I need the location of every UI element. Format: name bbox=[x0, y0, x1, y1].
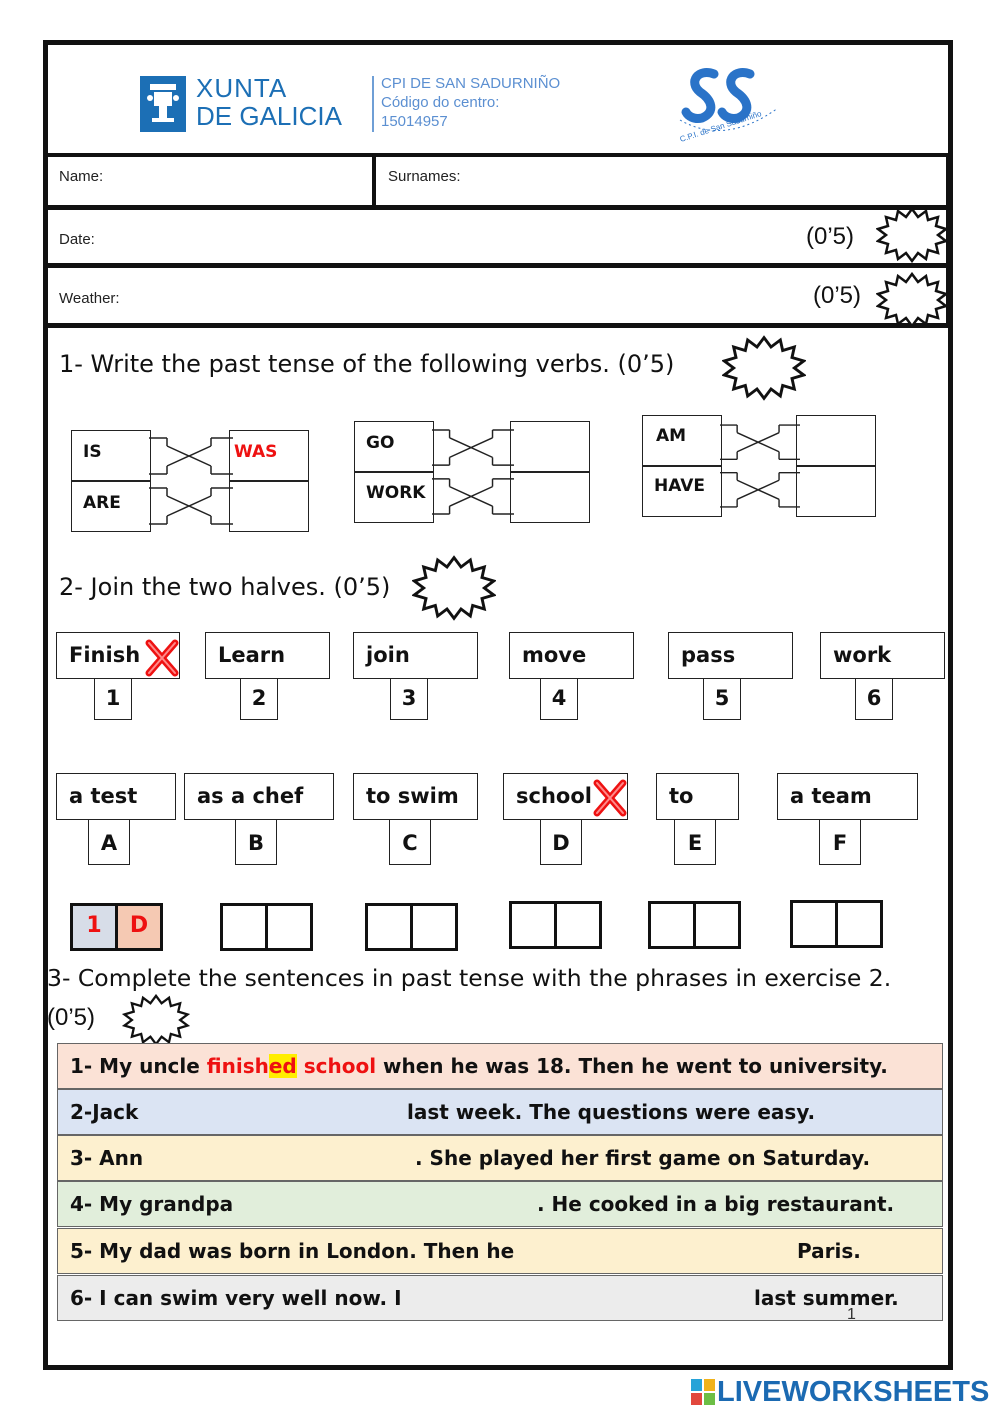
phrase-card[interactable]: a test bbox=[56, 773, 176, 820]
connector-arrows-icon bbox=[720, 415, 800, 517]
sentence-end: when he was 18. Then he went to university. bbox=[376, 1054, 888, 1078]
cross-mark-icon bbox=[592, 778, 628, 818]
sentence-row bbox=[57, 1089, 943, 1135]
verb-number: 3 bbox=[390, 678, 428, 720]
xunta-crest-icon bbox=[140, 76, 186, 132]
verb-card[interactable]: move bbox=[509, 632, 634, 679]
divider bbox=[43, 205, 953, 210]
weather-input[interactable] bbox=[140, 276, 800, 318]
school-emblem-text: C.P.I. de San Sadurniño bbox=[678, 109, 763, 144]
sentence-blank-input[interactable] bbox=[438, 1280, 748, 1316]
match-answer-letter[interactable] bbox=[268, 906, 310, 948]
school-name: CPI DE SAN SADURNIÑO bbox=[381, 75, 561, 92]
match-answer-number[interactable] bbox=[368, 906, 413, 948]
divider bbox=[372, 155, 376, 207]
score-starburst-icon bbox=[722, 335, 806, 401]
divider bbox=[43, 263, 953, 268]
answer-top-input[interactable] bbox=[515, 433, 585, 457]
answer-bottom-input[interactable] bbox=[234, 493, 304, 517]
match-answer-letter[interactable] bbox=[838, 903, 880, 945]
divider bbox=[510, 471, 590, 473]
phrase-letter: A bbox=[88, 819, 130, 865]
divider bbox=[71, 480, 151, 482]
match-answer-letter[interactable]: D bbox=[118, 906, 160, 948]
exercise1-title: 1- Write the past tense of the following verbs. (0’5) bbox=[59, 350, 675, 378]
sentence-blank-input[interactable] bbox=[248, 1186, 533, 1222]
sentence-start: 3- Ann bbox=[70, 1146, 144, 1170]
verb-top: AM bbox=[656, 426, 687, 446]
phrase-letter: C bbox=[389, 819, 431, 865]
school-code-label: Código do centro: bbox=[381, 94, 500, 111]
phrase-card[interactable]: a team bbox=[777, 773, 918, 820]
sentence-row bbox=[57, 1135, 943, 1181]
verb-bottom: WORK bbox=[366, 483, 426, 503]
match-answer-box[interactable] bbox=[509, 901, 602, 949]
weather-label: Weather: bbox=[59, 290, 120, 307]
liveworksheets-brand: LIVEWORKSHEETS bbox=[717, 1375, 990, 1408]
score-starburst-icon bbox=[118, 994, 194, 1046]
match-answer-number[interactable] bbox=[223, 906, 268, 948]
verb-number: 6 bbox=[855, 678, 893, 720]
phrase-card[interactable]: to swim bbox=[353, 773, 478, 820]
match-answer-number[interactable] bbox=[793, 903, 838, 945]
answer-bottom-input[interactable] bbox=[801, 476, 871, 500]
sentence-end: last summer. bbox=[754, 1286, 899, 1310]
score-starburst-icon bbox=[876, 272, 948, 328]
match-answer-number[interactable] bbox=[512, 904, 557, 946]
liveworksheets-logo-icon bbox=[691, 1379, 715, 1405]
verb-card[interactable]: Learn bbox=[205, 632, 330, 679]
sentence-end: . She played her first game on Saturday. bbox=[415, 1146, 871, 1170]
verb-top: IS bbox=[83, 442, 102, 462]
school-code: 15014957 bbox=[381, 113, 448, 130]
sentence-blank-input[interactable] bbox=[158, 1094, 398, 1130]
match-answer-box[interactable] bbox=[220, 903, 313, 951]
surnames-input[interactable] bbox=[475, 160, 940, 200]
verb-number: 1 bbox=[94, 678, 132, 720]
sentence-row bbox=[57, 1275, 943, 1321]
verb-bottom: HAVE bbox=[654, 476, 705, 496]
verb-group bbox=[71, 430, 309, 532]
match-answer-box[interactable] bbox=[648, 901, 741, 949]
verb-number: 4 bbox=[540, 678, 578, 720]
match-answer-box[interactable] bbox=[70, 903, 163, 951]
xunta-logo bbox=[140, 74, 370, 136]
divider bbox=[43, 153, 953, 157]
surnames-label: Surnames: bbox=[388, 168, 461, 185]
sentence-blank-input[interactable] bbox=[158, 1140, 413, 1176]
exercise3-title: 3- Complete the sentences in past tense with the phrases in exercise 2. bbox=[47, 964, 892, 992]
sentence-row bbox=[57, 1043, 943, 1089]
sentence-start: 5- My dad was born in London. Then he bbox=[70, 1239, 515, 1263]
phrase-letter: E bbox=[674, 819, 716, 865]
verb-top: GO bbox=[366, 433, 395, 453]
divider bbox=[354, 471, 434, 473]
verb-group bbox=[354, 421, 590, 523]
sentence-end: . He cooked in a big restaurant. bbox=[537, 1192, 895, 1216]
match-answer-letter[interactable] bbox=[413, 906, 455, 948]
sentence-blank-input[interactable] bbox=[543, 1233, 793, 1269]
filled-answer-suffix: ed bbox=[268, 1054, 297, 1078]
answer-bottom-input[interactable] bbox=[515, 483, 585, 507]
date-score: (0’5) bbox=[806, 223, 855, 250]
match-answer-box[interactable] bbox=[790, 900, 883, 948]
sentence-start: 2-Jack bbox=[70, 1100, 139, 1124]
sentence-start: 4- My grandpa bbox=[70, 1192, 234, 1216]
exercise3-score: (0’5) bbox=[47, 1004, 96, 1031]
school-emblem-icon bbox=[670, 62, 790, 142]
date-label: Date: bbox=[59, 231, 95, 248]
verb-card[interactable]: pass bbox=[668, 632, 793, 679]
name-label: Name: bbox=[59, 168, 104, 185]
xunta-logo-line2: DE GALICIA bbox=[196, 101, 342, 131]
verb-card[interactable]: work bbox=[820, 632, 945, 679]
cross-mark-icon bbox=[144, 638, 180, 678]
sentence-end: Paris. bbox=[797, 1239, 861, 1263]
sentence-start: 1- My uncle bbox=[70, 1054, 207, 1078]
page-number: 1 bbox=[847, 1306, 856, 1323]
sentence-end: last week. The questions were easy. bbox=[407, 1100, 816, 1124]
match-answer-box[interactable] bbox=[365, 903, 458, 951]
verb-group bbox=[642, 415, 876, 517]
phrase-card[interactable]: to bbox=[656, 773, 739, 820]
filled-answer-object: school bbox=[296, 1054, 377, 1078]
match-answer-letter[interactable] bbox=[696, 904, 738, 946]
match-answer-number[interactable] bbox=[651, 904, 696, 946]
answer-top-input[interactable] bbox=[801, 426, 871, 450]
xunta-logo-line1: XUNTA bbox=[196, 73, 288, 103]
connector-arrows-icon bbox=[149, 430, 233, 532]
date-input[interactable] bbox=[110, 216, 790, 258]
sentence-text bbox=[70, 1044, 888, 1088]
score-starburst-icon bbox=[412, 555, 496, 621]
verb-bottom: ARE bbox=[83, 493, 121, 513]
score-starburst-icon bbox=[876, 207, 948, 263]
filled-answer-verb: finish bbox=[206, 1054, 269, 1078]
divider bbox=[642, 465, 722, 467]
divider bbox=[229, 480, 309, 482]
sentence-row bbox=[57, 1181, 943, 1227]
weather-score: (0’5) bbox=[813, 282, 862, 309]
phrase-letter: B bbox=[235, 819, 277, 865]
name-input[interactable] bbox=[120, 160, 365, 200]
divider bbox=[796, 465, 876, 467]
verb-number: 2 bbox=[240, 678, 278, 720]
sentence-start: 6- I can swim very well now. I bbox=[70, 1286, 402, 1310]
verb-card[interactable]: Finish bbox=[56, 632, 180, 679]
school-info bbox=[381, 74, 560, 131]
match-answer-letter[interactable] bbox=[557, 904, 599, 946]
verb-card[interactable]: join bbox=[353, 632, 478, 679]
phrase-card[interactable]: as a chef bbox=[184, 773, 334, 820]
divider bbox=[43, 323, 953, 328]
connector-arrows-icon bbox=[432, 421, 514, 523]
exercise2-title: 2- Join the two halves. (0’5) bbox=[59, 573, 391, 601]
phrase-letter: F bbox=[819, 819, 861, 865]
logo-separator bbox=[372, 76, 374, 132]
match-answer-number[interactable]: 1 bbox=[73, 906, 118, 948]
phrase-letter: D bbox=[540, 819, 582, 865]
answer-top-input[interactable]: WAS bbox=[234, 442, 278, 462]
phrase-card[interactable]: school bbox=[503, 773, 628, 820]
liveworksheets-logo bbox=[691, 1376, 989, 1408]
verb-number: 5 bbox=[703, 678, 741, 720]
sentence-row bbox=[57, 1228, 943, 1274]
